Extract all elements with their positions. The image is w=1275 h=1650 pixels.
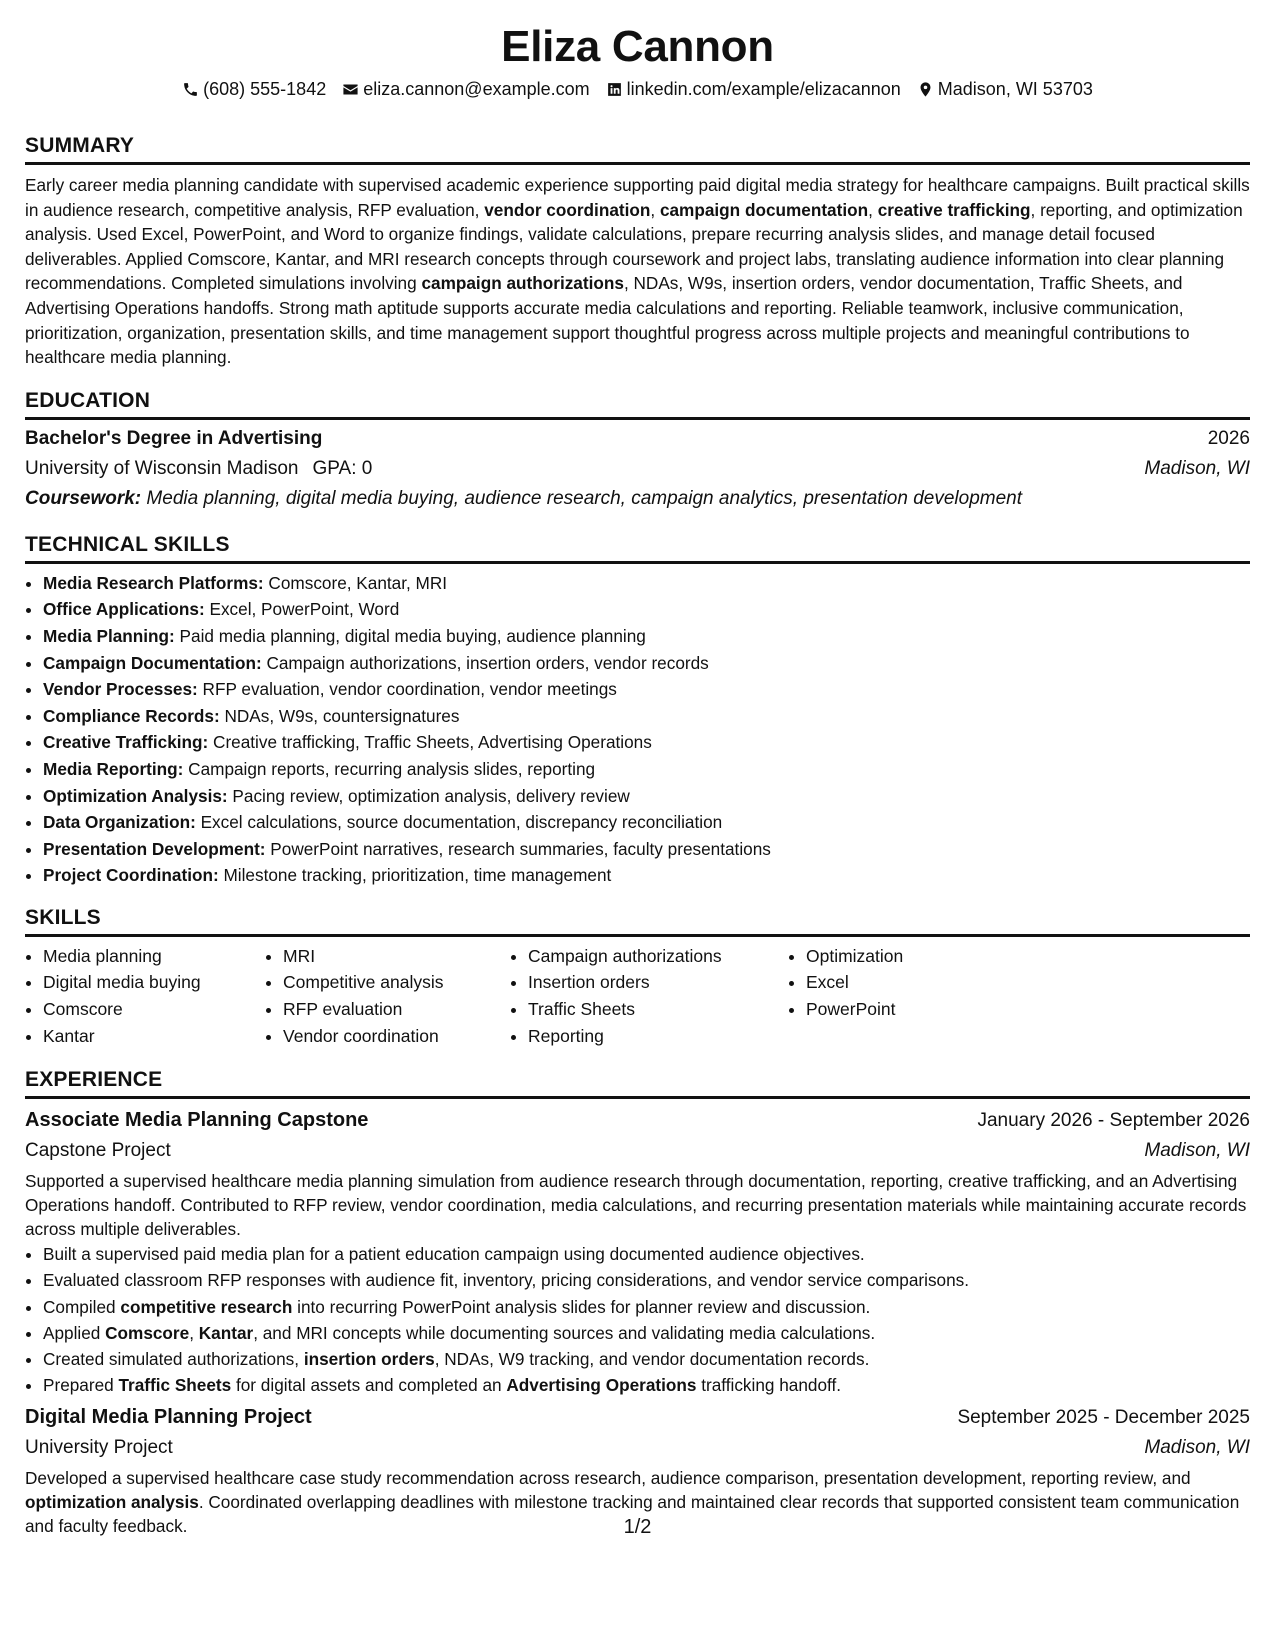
bullet-text: , bbox=[189, 1322, 199, 1343]
skill-label: Media Planning: bbox=[43, 625, 175, 646]
school-name: University of Wisconsin Madison bbox=[25, 457, 299, 479]
summary-bold: campaign authorizations bbox=[421, 273, 624, 294]
bullet-text: Evaluated classroom RFP responses with audience fit, inventory, pricing considerations, and vendor service comparisons. bbox=[43, 1270, 970, 1291]
list-item bbox=[43, 756, 1250, 783]
list-item: • Campaign authorizations bbox=[528, 943, 788, 970]
job-org: University Project bbox=[25, 1437, 173, 1459]
summary-section bbox=[25, 133, 1250, 370]
contact-line bbox=[25, 78, 1250, 100]
skill-value: Pacing review, optimization analysis, delivery review bbox=[227, 785, 630, 806]
list-item: • Competitive analysis bbox=[283, 969, 510, 996]
bullet-bold: Advertising Operations bbox=[506, 1375, 697, 1396]
section-title-summary: SUMMARY bbox=[25, 133, 1250, 165]
list-item: • Media planning bbox=[43, 943, 265, 970]
skill-label: Creative Trafficking: bbox=[43, 732, 209, 753]
skill-value: RFP evaluation, vendor coordination, vendor meetings bbox=[197, 679, 617, 700]
contact-phone bbox=[182, 78, 326, 100]
job-title-row bbox=[25, 1105, 1250, 1136]
coursework-line bbox=[25, 484, 1250, 514]
description-text: . Coordinated overlapping deadlines with milestone tracking and maintained clear records that supported consistent team communication and faculty feedback. bbox=[25, 1492, 1240, 1537]
phone-icon bbox=[182, 81, 199, 98]
list-item bbox=[43, 1241, 1250, 1267]
list-item bbox=[43, 596, 1250, 623]
section-title-skills: SKILLS bbox=[25, 905, 1250, 937]
job-bullets bbox=[25, 1241, 1250, 1398]
job-org-row bbox=[25, 1433, 1250, 1463]
job-description: Supported a supervised healthcare media planning simulation from audience research through documentation, reporting, creative trafficking, and an Advertising Operations handoff. Contributed to RFP review, vendor coordination, media calculations, and recurring presentation materials while maintaining accurate records across multiple deliverables. bbox=[25, 1171, 1247, 1240]
skill-label: Vendor Processes: bbox=[43, 679, 198, 700]
location-text: Madison, WI 53703 bbox=[937, 79, 1093, 99]
linkedin-text[interactable]: linkedin.com/example/elizacannon bbox=[626, 79, 901, 99]
list-item: • Comscore bbox=[43, 996, 265, 1023]
bullet-text: Created simulated authorizations, bbox=[43, 1349, 304, 1370]
list-item: • Traffic Sheets bbox=[528, 996, 788, 1023]
bullet-text: Prepared bbox=[43, 1375, 119, 1396]
skill-value: Paid media planning, digital media buying, audience planning bbox=[174, 625, 646, 646]
bullet-bold: competitive research bbox=[120, 1296, 293, 1317]
skills-column bbox=[25, 943, 265, 1049]
job-dates: January 2026 - September 2026 bbox=[977, 1110, 1250, 1132]
gpa: GPA: 0 bbox=[312, 457, 373, 479]
list-item: • Kantar bbox=[43, 1023, 265, 1050]
skill-label: Project Coordination: bbox=[43, 865, 219, 886]
summary-part: , bbox=[868, 199, 878, 220]
skill-label: Media Research Platforms: bbox=[43, 572, 264, 593]
list-item bbox=[43, 1372, 1250, 1398]
summary-bold: vendor coordination bbox=[484, 199, 651, 220]
list-item: • Excel bbox=[806, 969, 1006, 996]
job-location: Madison, WI bbox=[1144, 1437, 1250, 1459]
experience-entry bbox=[25, 1105, 1250, 1398]
list-item: • Vendor coordination bbox=[283, 1023, 510, 1050]
list-item bbox=[43, 862, 1250, 889]
description-text: Developed a supervised healthcare case study recommendation across research, audience comparison, presentation development, reporting review, and bbox=[25, 1468, 1191, 1489]
list-item: • RFP evaluation bbox=[283, 996, 510, 1023]
bullet-text: for digital assets and completed an bbox=[231, 1375, 507, 1396]
graduation-year: 2026 bbox=[1207, 427, 1250, 449]
section-title-experience: EXPERIENCE bbox=[25, 1067, 1250, 1099]
list-item bbox=[43, 623, 1250, 650]
list-item bbox=[43, 1346, 1250, 1372]
skill-value: Comscore, Kantar, MRI bbox=[263, 572, 448, 593]
job-title-row bbox=[25, 1402, 1250, 1433]
envelope-icon bbox=[342, 81, 359, 98]
list-item bbox=[43, 809, 1250, 836]
technical-skills-list bbox=[25, 570, 1250, 889]
list-item bbox=[43, 836, 1250, 863]
coursework-text: Media planning, digital media buying, audience research, campaign analytics, presentation development bbox=[141, 487, 1023, 509]
list-item bbox=[43, 650, 1250, 677]
education-section bbox=[25, 388, 1250, 514]
bullet-bold: Traffic Sheets bbox=[118, 1375, 232, 1396]
education-row bbox=[25, 424, 1250, 454]
degree-title: Bachelor's Degree in Advertising bbox=[25, 427, 323, 449]
education-school-row bbox=[25, 454, 1250, 484]
bullet-text: Applied bbox=[43, 1322, 106, 1343]
job-org: Capstone Project bbox=[25, 1140, 171, 1162]
skill-label: Office Applications: bbox=[43, 599, 205, 620]
summary-part: , NDAs, W9s, insertion orders, vendor documentation, Traffic Sheets, and Advertising Operations handoffs. Strong math aptitude supports accurate media calculations and reporting. Reliable teamwork, inclusive communication, prioritization, organization, presentation skills, and time management support thoughtful progress across multiple projects and meaningful contributions to healthcare media planning. bbox=[25, 273, 1190, 368]
job-location: Madison, WI bbox=[1144, 1140, 1250, 1162]
technical-skills-section bbox=[25, 532, 1250, 889]
job-dates: September 2025 - December 2025 bbox=[957, 1407, 1250, 1429]
experience-section bbox=[25, 1067, 1250, 1538]
phone-text: (608) 555-1842 bbox=[203, 79, 327, 99]
skill-value: PowerPoint narratives, research summaries, faculty presentations bbox=[265, 838, 771, 859]
skill-value: Milestone tracking, prioritization, time management bbox=[218, 865, 612, 886]
skills-column bbox=[510, 943, 788, 1049]
job-title: Digital Media Planning Project bbox=[25, 1406, 312, 1429]
skill-value: Excel, PowerPoint, Word bbox=[204, 599, 400, 620]
coursework-label: Coursework: bbox=[25, 487, 142, 509]
list-item: • Optimization bbox=[806, 943, 1006, 970]
contact-email[interactable] bbox=[342, 78, 589, 100]
description-bold: optimization analysis bbox=[25, 1492, 199, 1513]
linkedin-icon bbox=[606, 81, 623, 98]
bullet-text: into recurring PowerPoint analysis slides for planner review and discussion. bbox=[292, 1296, 871, 1317]
page-number: 1/2 bbox=[623, 1516, 652, 1538]
school-location: Madison, WI bbox=[1144, 457, 1250, 479]
list-item bbox=[43, 1294, 1250, 1320]
skill-value: Campaign authorizations, insertion orders, vendor records bbox=[261, 652, 709, 673]
section-title-education: EDUCATION bbox=[25, 388, 1250, 420]
list-item bbox=[43, 1267, 1250, 1293]
school-line bbox=[25, 454, 372, 484]
skills-column bbox=[265, 943, 510, 1049]
job-title: Associate Media Planning Capstone bbox=[25, 1109, 369, 1132]
summary-part: , bbox=[650, 199, 660, 220]
list-item: • Insertion orders bbox=[528, 969, 788, 996]
summary-part: Early career media planning candidate with supervised academic experience supporting paid digital media strategy for healthcare campaigns. Built practical skills in audience research, competitive analysis, RFP evaluation, bbox=[25, 175, 1250, 220]
bullet-text: , and MRI concepts while documenting sources and validating media calculations. bbox=[253, 1322, 876, 1343]
section-title-technical-skills: TECHNICAL SKILLS bbox=[25, 532, 1250, 564]
skill-label: Presentation Development: bbox=[43, 838, 266, 859]
email-text[interactable]: eliza.cannon@example.com bbox=[363, 79, 590, 99]
summary-part: , reporting, and optimization analysis. Used Excel, PowerPoint, and Word to organize findings, validate calculations, prepare recurring analysis slides, and manage detail focused deliverables. Applied Comscore, Kantar, and MRI research concepts through coursework and project labs, translating audience information into clear planning recommendations. Completed simulations involving bbox=[25, 199, 1243, 294]
list-item: • MRI bbox=[283, 943, 510, 970]
skills-grid bbox=[25, 943, 1250, 1049]
list-item: • Reporting bbox=[528, 1023, 788, 1050]
bullet-text: Compiled bbox=[43, 1296, 121, 1317]
list-item bbox=[43, 703, 1250, 730]
bullet-bold: insertion orders bbox=[303, 1349, 435, 1370]
skill-label: Compliance Records: bbox=[43, 705, 220, 726]
job-org-row bbox=[25, 1136, 1250, 1166]
list-item bbox=[43, 676, 1250, 703]
map-pin-icon bbox=[917, 81, 934, 98]
list-item: • PowerPoint bbox=[806, 996, 1006, 1023]
skill-value: Excel calculations, source documentation, discrepancy reconciliation bbox=[195, 812, 723, 833]
list-item bbox=[43, 570, 1250, 597]
skills-section bbox=[25, 905, 1250, 1049]
bullet-text: Built a supervised paid media plan for a patient education campaign using documented audience objectives. bbox=[43, 1244, 865, 1265]
skill-value: Creative trafficking, Traffic Sheets, Advertising Operations bbox=[208, 732, 652, 753]
list-item: • Digital media buying bbox=[43, 969, 265, 996]
skill-label: Campaign Documentation: bbox=[43, 652, 262, 673]
candidate-name: Eliza Cannon bbox=[501, 22, 774, 71]
skill-value: NDAs, W9s, countersignatures bbox=[219, 705, 460, 726]
bullet-text: , NDAs, W9 tracking, and vendor documentation records. bbox=[434, 1349, 870, 1370]
skill-label: Media Reporting: bbox=[43, 758, 184, 779]
contact-linkedin[interactable] bbox=[606, 78, 901, 100]
summary-bold: creative trafficking bbox=[877, 199, 1031, 220]
skill-value: Campaign reports, recurring analysis slides, reporting bbox=[183, 758, 596, 779]
skill-label: Optimization Analysis: bbox=[43, 785, 228, 806]
skills-column bbox=[788, 943, 1006, 1049]
list-item bbox=[43, 783, 1250, 810]
contact-location bbox=[917, 78, 1093, 100]
summary-text bbox=[25, 173, 1250, 370]
bullet-bold: Comscore bbox=[105, 1322, 190, 1343]
list-item bbox=[43, 1320, 1250, 1346]
list-item bbox=[43, 729, 1250, 756]
resume-page bbox=[25, 0, 1250, 1538]
bullet-text: trafficking handoff. bbox=[696, 1375, 842, 1396]
skill-label: Data Organization: bbox=[43, 812, 196, 833]
bullet-bold: Kantar bbox=[198, 1322, 254, 1343]
summary-bold: campaign documentation bbox=[659, 199, 869, 220]
